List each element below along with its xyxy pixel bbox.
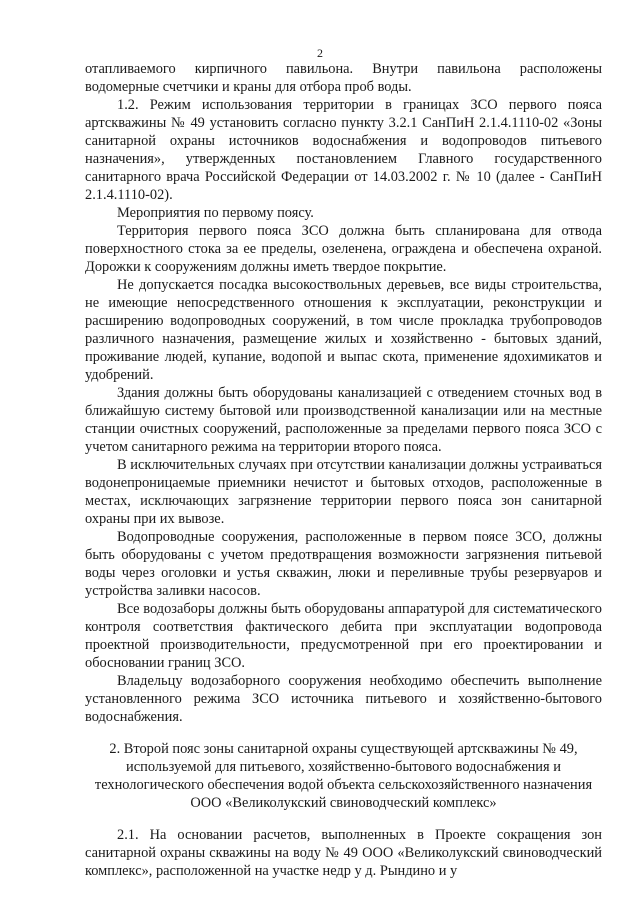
paragraph-continuation: отапливаемого кирпичного павильона. Внутри павильона расположены водомерные счетчики и краны для отбора проб воды. (85, 61, 602, 95)
section-2-heading: 2. Второй пояс зоны санитарной охраны существующей артскважины № 49, используемой для питьевого, хозяйственно-бытового водоснабжения и технологического обеспечения водой объекта сельскохозяйственного назначения ООО «Великолукский свиноводческий комплекс» (94, 741, 593, 811)
paragraph-owner-duty: Владельцу водозаборного сооружения необходимо обеспечить выполнение установленного режима ЗСО источника питьевого и хозяйственно-бытового водоснабжения. (85, 673, 602, 725)
paragraph-water-facilities: Водопроводные сооружения, расположенные в первом поясе ЗСО, должны быть оборудованы с учетом предотвращения возможности загрязнения питьевой воды через оголовки и устья скважин, люки и переливные трубы резервуаров и устройства заливки насосов. (85, 529, 602, 599)
paragraph-prohibitions: Не допускается посадка высокоствольных деревьев, все виды строительства, не имеющие непосредственного отношения к эксплуатации, реконструкции и расширению водопроводных сооружений, в том числе прокладка трубопроводов различного назначения, размещение жилых и хозяйственно - бытовых зданий, проживание людей, купание, водопой и выпас скота, применение ядохимикатов и удобрений. (85, 277, 602, 383)
paragraph-territory: Территория первого пояса ЗСО должна быть спланирована для отвода поверхностного стока за ее пределы, озеленена, ограждена и обеспечена охраной. Дорожки к сооружениям должны иметь твердое покрытие. (85, 223, 602, 275)
paragraph-water-intakes: Все водозаборы должны быть оборудованы аппаратурой для систематического контроля соответствия фактического дебита при эксплуатации водопровода проектной производительности, предусмотренной при его проектировании и обосновании границ ЗСО. (85, 601, 602, 671)
paragraph-exceptional-cases: В исключительных случаях при отсутствии канализации должны устраиваться водонепроницаемые приемники нечистот и бытовых отходов, расположенные в местах, исключающих загрязнение территории первого пояса зон санитарной охраны при их вывозе. (85, 457, 602, 527)
paragraph-sewerage: Здания должны быть оборудованы канализацией с отведением сточных вод в ближайшую систему бытовой или производственной канализации или на местные станции очистных сооружений, расположенные за пределами первого пояса ЗСО с учетом санитарного режима на территории второго пояса. (85, 385, 602, 455)
body-text (85, 60, 602, 880)
page-number: 2 (317, 46, 323, 60)
paragraph-1-2: 1.2. Режим использования территории в границах ЗСО первого пояса артскважины № 49 установить согласно пункту 3.2.1 СанПиН 2.1.4.1110-02 «Зоны санитарной охраны источников водоснабжения и водопроводов питьевого назначения», утвержденных постановлением Главного государственного санитарного врача Российской Федерации от 14.03.2002 г. № 10 (далее - СанПиН 2.1.4.1110-02). (85, 97, 602, 203)
paragraph-first-belt-measures: Мероприятия по первому поясу. (117, 205, 314, 221)
paragraph-2-1: 2.1. На основании расчетов, выполненных в Проекте сокращения зон санитарной охраны скважины на воду № 49 ООО «Великолукский свиноводческий комплекс», расположенной на участке недр у д. Рындино и у (85, 827, 602, 879)
